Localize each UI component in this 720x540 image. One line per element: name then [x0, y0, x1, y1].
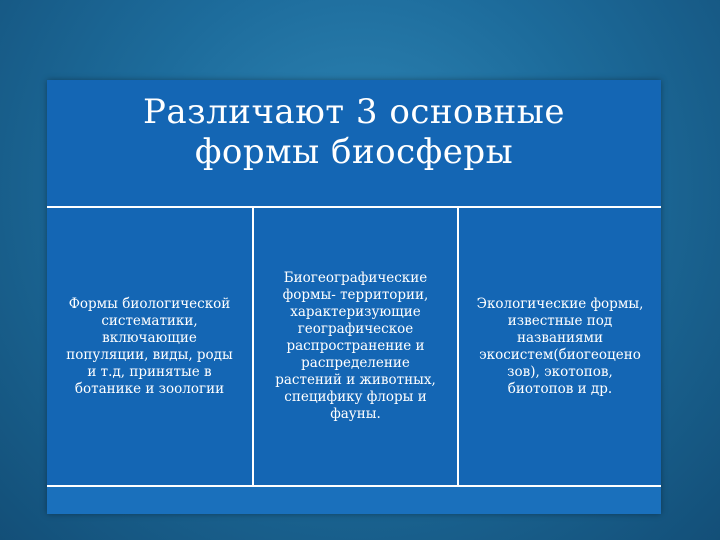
table-cell-ecological-forms: Экологические формы, известные под названиями экосистем(биогеоцено зов), экотопов, биотопов и др.: [457, 208, 661, 485]
table-cell-biogeographic-forms: Биогеографические формы- территории, характеризующие географическое распространение и распределение растений и животных, специфику флоры и фауны.: [252, 208, 457, 485]
forms-table: [47, 206, 661, 487]
slide-title: Различают 3 основные формы биосферы: [143, 92, 565, 172]
table-bottom-row: [47, 487, 661, 514]
slide-panel: [47, 80, 661, 514]
table-cell-biological-forms: Формы биологической систематики, включающие популяции, виды, роды и т.д, принятые в ботанике и зоологии: [66, 295, 233, 397]
